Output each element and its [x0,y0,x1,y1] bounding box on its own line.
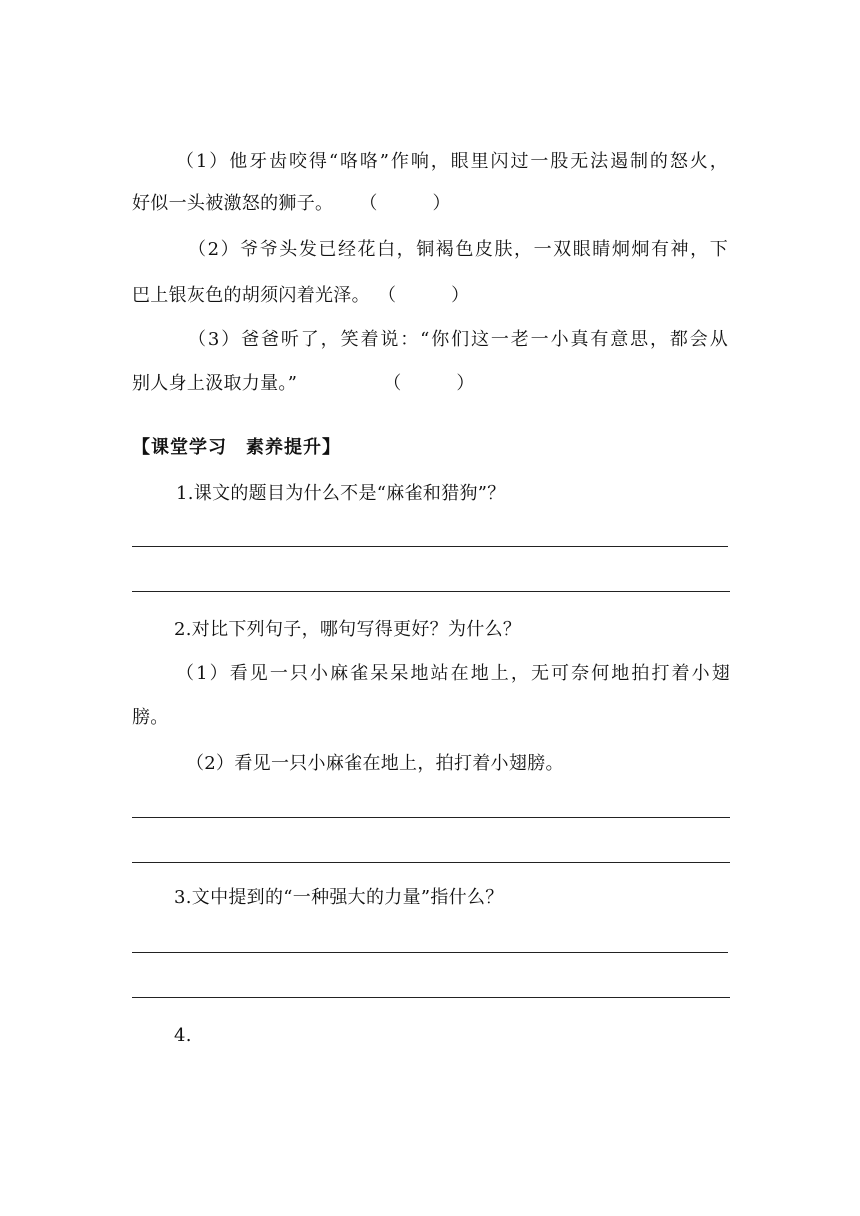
sentence-3-line-2 [132,372,475,396]
sentence-1-line-1: （1）他牙齿咬得“咯咯”作响，眼里闪过一股无法遏制的怒火， [176,151,728,172]
answer-line-3b[interactable] [132,997,730,998]
question-2-sentence-1-line-2: 膀。 [132,707,169,728]
answer-line-1a[interactable] [132,546,728,547]
sentence-2-line-1: （2）爷爷头发已经花白，铜褐色皮肤，一双眼睛炯炯有神，下 [188,239,728,260]
answer-line-1b[interactable] [132,591,730,592]
question-2: 2.对比下列句子，哪句写得更好？为什么？ [174,619,522,640]
question-2-sentence-1-line-1: （1）看见一只小麻雀呆呆地站在地上，无可奈何地拍打着小翅 [176,663,730,684]
sentence-3-answer-blank[interactable]: （ ） [383,373,475,394]
question-2-sentence-2: （2）看见一只小麻雀在地上，拍打着小翅膀。 [186,753,564,774]
question-4: 4. [174,1025,192,1046]
answer-line-2a[interactable] [132,817,730,818]
sentence-3-line-1: （3）爸爸听了，笑着说：“你们这一老一小真有意思，都会从 [188,329,728,350]
question-1: 1.课文的题目为什么不是“麻雀和猎狗”？ [176,483,506,504]
sentence-1-answer-blank[interactable]: （ ） [359,193,451,214]
sentence-2-text: 巴上银灰色的胡须闪着光泽。 [132,285,370,306]
sentence-1-line-2 [132,192,451,216]
section-title: 【课堂学习 素养提升】 [132,437,341,458]
sentence-2-line-2 [132,284,469,308]
sentence-2-answer-blank[interactable]: （ ） [377,285,470,306]
answer-line-3a[interactable] [132,952,728,953]
sentence-3-text: 别人身上汲取力量。” [132,373,298,394]
question-3: 3.文中提到的“一种强大的力量”指什么？ [174,887,504,908]
sentence-1-text: 好似一头被激怒的狮子。 [132,193,334,214]
answer-line-2b[interactable] [132,862,730,863]
